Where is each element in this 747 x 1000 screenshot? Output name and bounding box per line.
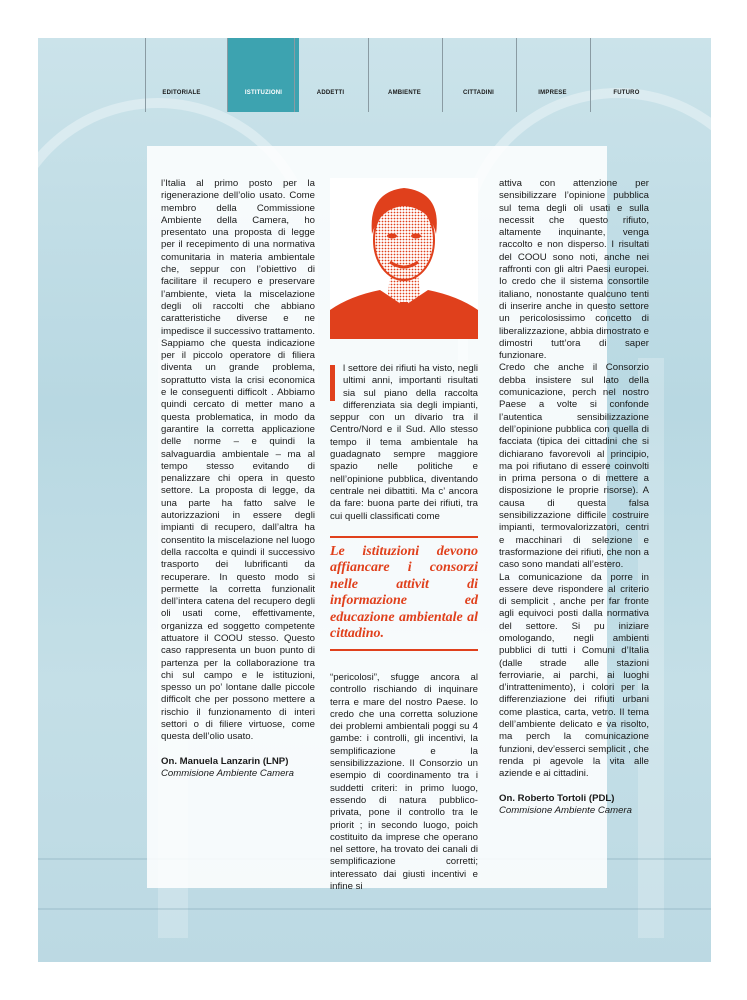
tab-label: AMBIENTE xyxy=(388,90,421,96)
middle-column-intro xyxy=(330,363,478,523)
left-column xyxy=(161,178,315,780)
right-column xyxy=(499,178,649,817)
tab-label: EDITORIALE xyxy=(162,90,201,96)
dropcap-bar xyxy=(330,365,335,401)
signature-name: On. Manuela Lanzarin (LNP) xyxy=(161,755,289,767)
tab-cittadini[interactable] xyxy=(442,38,514,112)
middle-intro-text: l settore dei rifiuti ha visto, negli ultimi anni, importanti risultati sia sul piano della raccolta differenziata sia degli impianti, seppur con un divario tra il Centro/Nord e il Sud. Allo stesso tempo il tema ambientale ha guadagnato sempre maggiore spazio nelle politiche e nell’opinione pubblica, diventando centrale nei dibattiti. Ma c’ ancora da fare: buona parte dei rifiuti, tra cui quelli classificati come xyxy=(330,363,478,522)
pull-quote: Le istituzioni devono affiancare i consorzi nelle attivit di informazione ed educazione ambientale al cittadino. xyxy=(330,536,478,651)
tab-label: CITTADINI xyxy=(462,90,495,96)
tab-imprese[interactable] xyxy=(516,38,588,112)
tab-addetti[interactable] xyxy=(294,38,366,112)
middle-continued-text: “pericolosi”, sfugge ancora al controllo rischiando di inquinare terra e mare del nostro Paese. Io credo che una corretta soluzione dei problemi ambientali poggi su 4 gambe: i controlli, gli incentivi, la semplificazione e la sensibilizzazione. Il Consorzio un esempio di coordinamento tra i suddetti criteri: in primo luogo, essendo di natura pubblico-privata, pone il controllo tra le priorit ; in secondo luogo, poich costituito da imprese che operano nel settore, ha trovato dei canali di semplificazione corretti; interessato dai giusti incentivi e infine si xyxy=(330,672,478,893)
portrait-photo-icon xyxy=(330,178,478,339)
background-line xyxy=(38,908,711,910)
portrait-photo xyxy=(330,178,478,339)
signature-role: Commisione Ambiente Camera xyxy=(161,767,294,779)
right-column-body-2: Credo che anche il Consorzio debba insistere sul lato della comunicazione, perch nel nostro Paese a volte si confonde l’autentica sensibilizzazione dell’opinione pubblica con quella di facciata (tipica dei cittadini che si dichiarano favorevoli al principio, ma poi rifiutano di essere coinvolti in prima persona o di mettere a disposizione le proprie risorse). A causa di questa falsa sensibilizzazione difficile costruire impianti, termovalorizzatori, centri e macchinari di selezione e trasformazione dei rifiuti, che non a caso sono mandati all’estero. xyxy=(499,362,649,571)
tab-label: ISTITUZIONI xyxy=(244,90,283,96)
tab-editoriale[interactable] xyxy=(145,38,217,112)
middle-column-continued xyxy=(330,672,478,893)
signature-role: Commisione Ambiente Camera xyxy=(499,804,632,816)
left-column-body: l’Italia al primo posto per la rigenerazione dell’olio usato. Come membro della Commissione Ambiente della Camera, ho presentato una proposta di legge per il recepimento di una normativa comunitaria in materia ambientale che, seppur con l’obiettivo di facilitare il recupero e preservare l’ambiente, vieta la miscelazione degli oli raccolti che abbiano caratteristiche diverse e ne impedisce il successivo trattamento. Sappiamo che questa indicazione per il piccolo operatore di filiera diventa un grande problema, soprattutto vista la crisi economica e le conseguenti difficolt . Abbiamo quindi cercato di metter mano a questa problematica, in modo da garantire la corretta applicazione delle norme – e quindi la salvaguardia ambientale – ma al tempo stesso evitando di penalizzare chi opera in questo settore. La proposta di legge, da una parte ha fatto salve le autorizzazioni in essere degli impianti di recupero, dall’altra ha consentito la miscelazione nel luogo della raccolta e quindi il successivo trasporto dei lubrificanti da recuperare. In questo modo si permette la corretta funzionalit dell’intera catena del recupero degli oli usati come, effettivamente, organizza ed soggetto competente attuatore il COOU stesso. Questo caso rappresenta un buon punto di partenza per la collaborazione tra chi sul campo e le istituzioni, spesso un po’ lontane dalle piccole difficolt che per possono mettere a rischio il funzionamento di interi settori o di filiere virtuose, come questa dell’olio usato. xyxy=(161,178,315,743)
signature-name: On. Roberto Tortoli (PDL) xyxy=(499,792,615,804)
right-column-body-1: attiva con attenzione per sensibilizzare l’opinione pubblica sul tema degli oli usati e sulla necessit che questo rifiuto, altamente inquinante, venga raccolto e non disperso. I risultati del COOU sono noti, anche nei raffronti con gli altri Paesi europei. Io credo che il sistema consortile italiano, nonostante qualcuno tenti di inserire anche in questo settore un pericolosissimo concetto di liberalizzazione, abbia dimostrato e dimostri tutt’ora di saper funzionare. xyxy=(499,178,649,362)
tab-istituzioni[interactable] xyxy=(227,38,299,112)
right-column-body-3: La comunicazione da porre in essere deve rispondere al criterio di semplicit , anche per far fronte agli equivoci posti dalla normativa del settore. Si pu iniziare omologando, negli ambienti pubblici di tutti i Comuni d’Italia (dalle strade alle stazioni ferroviarie, ai parchi, ai luoghi d’intrattenimento), i colori per la differenziazione dei rifiuti urbani come plastica, carta, vetro. Il tema dell’ambiente delicato e va risolto, ma perch la comunicazione funzioni, dev’esserci semplicit , che renda pi agevole la vita alle aziende e ai cittadini. xyxy=(499,571,649,780)
tab-label: FUTURO xyxy=(613,90,640,96)
tab-ambiente[interactable] xyxy=(368,38,440,112)
tab-futuro[interactable] xyxy=(590,38,662,112)
tab-label: IMPRESE xyxy=(538,90,567,96)
tab-label: ADDETTI xyxy=(316,90,345,96)
